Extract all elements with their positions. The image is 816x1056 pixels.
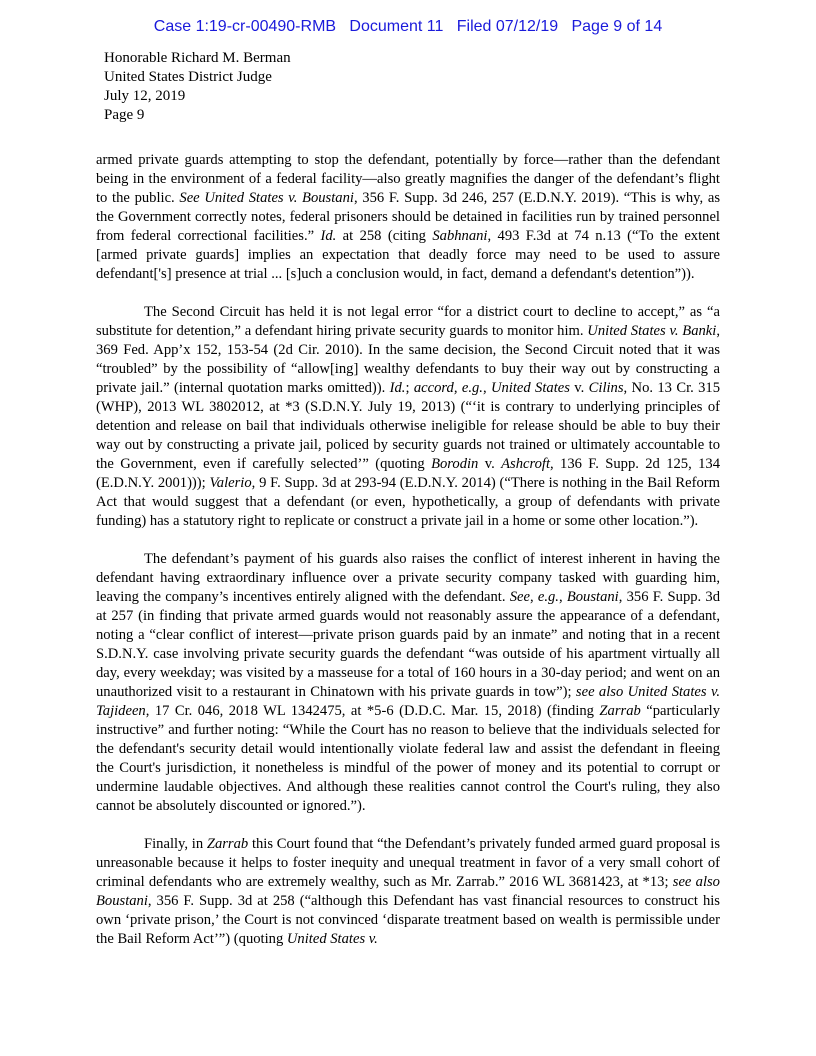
document-number: Document 11: [349, 18, 444, 35]
paragraph-text: , No. 13 Cr. 315 (WHP), 2013 WL 3802012, at *3 (S.D.N.Y. July 19, 2013) (“‘it is contrary to underlying principles of detention and release on bail that individuals otherwise ineligible for release should be able to buy their way out by constructing a private jail, policed by security guards not trained or ultimately accountable to the Government, even if carefully selected’” (quoting: [96, 380, 721, 472]
paragraph-text: , 356 F. Supp. 3d 246, 257 (E.D.N.Y. 2019). “This is why, as the Government correctly notes, federal prisoners should be detained in facilities run by trained personnel from federal correctional facilities.”: [96, 190, 721, 244]
letter-body: [96, 151, 720, 949]
citation-italic: Zarrab: [206, 836, 249, 852]
citation-italic: See: [509, 589, 530, 605]
citation-italic: Cilins: [588, 380, 624, 396]
citation-italic: Ashcroft: [501, 456, 551, 472]
citation-italic: United States v.: [286, 931, 378, 947]
paragraph-text: Finally, in: [144, 836, 207, 852]
letter-page-number: Page 9: [104, 107, 145, 123]
citation-italic: Id.: [389, 380, 406, 396]
letter-addressee-block: [104, 49, 291, 125]
paragraph-text: ,: [529, 589, 538, 605]
paragraph-text: , 136 F. Supp. 2d 125, 134 (E.D.N.Y. 2001)));: [96, 456, 720, 491]
citation-italic: United States: [490, 380, 570, 396]
paragraph-text: The defendant’s payment of his guards also raises the conflict of interest inherent in having the defendant having extraordinary influence over a private security company tasked with guarding him, leaving the company’s incentives entirely aligned with the defendant.: [96, 551, 720, 605]
paragraph-text: ,: [558, 589, 567, 605]
paragraph-text: The Second Circuit has held it is not legal error “for a district court to decline to accept,” as “a substitute for detention,” a defendant hiring private security guards to monitor him.: [96, 304, 720, 339]
paragraph-text: , 369 Fed. App’x 152, 153-54 (2d Cir. 2010). In the same decision, the Second Circuit noted that it was “troubled” by the possibility of “allow[ing] wealthy defendants to buy their way out by constructing a private jail.” (internal quotation marks omitted)).: [96, 323, 720, 396]
citation-italic: Borodin: [431, 456, 479, 472]
citation-italic: Boustani: [566, 589, 619, 605]
addressee-name: Honorable Richard M. Berman: [104, 50, 291, 66]
letter-date: July 12, 2019: [104, 88, 186, 104]
body-paragraph: [96, 303, 720, 531]
paragraph-text: ,: [482, 380, 491, 396]
paragraph-text: , 493 F.3d at 74 n.13 (“To the extent [armed private guards] implies an expectation that deadly force may need to be used to assure defendant['s] presence at trial ... [s]uch a conclusion would, in fact, demand a defendant's detention”)).: [96, 228, 720, 282]
page-indicator: Page 9 of 14: [571, 18, 663, 35]
paragraph-text: v.: [569, 380, 589, 396]
paragraph-text: at 258 (citing: [336, 228, 433, 244]
body-paragraph: [96, 151, 720, 284]
paragraph-text: ;: [405, 380, 414, 396]
ecf-filing-header: [0, 18, 816, 36]
citation-italic: See United States v. Boustani: [179, 190, 354, 206]
paragraph-text: , 356 F. Supp. 3d at 257 (in finding that private armed guards would not reasonably assure the appearance of a defendant, noting a “clear conflict of interest—private prison guards paid by an inmate” and noting that in a recent S.D.N.Y. case involving private security guards the defendant “was outside of his apartment virtually all day, every weekday; was visited by a masseuse for a total of 160 hours in a 30-day period; and went on an unauthorized visit to a restaurant in Chinatown with his private guards in tow”);: [96, 589, 721, 700]
filed-date: Filed 07/12/19: [456, 18, 559, 35]
citation-italic: see also United States v. Tajideen: [96, 684, 720, 719]
citation-italic: accord, e.g.: [413, 380, 483, 396]
paragraph-text: , 17 Cr. 046, 2018 WL 1342475, at *5-6 (D.D.C. Mar. 15, 2018) (finding: [145, 703, 600, 719]
body-paragraph: [96, 550, 720, 816]
paragraph-text: , 356 F. Supp. 3d at 258 (“although this Defendant has vast financial resources to construct his own ‘private prison,’ the Court is not convinced ‘disparate treatment based on wealth is permissible under the Bail Reform Act’”) (quoting: [96, 893, 720, 947]
citation-italic: Zarrab: [599, 703, 641, 719]
paragraph-text: “particularly instructive” and further noting: “While the Court has no reason to believe that the individuals selected for the defendant's security detail would intentionally violate federal law and assist the defendant in fleeing the Court's jurisdiction, it nonetheless is mindful of the power of money and its potential to corrupt or undermine laudable objectives. And although these realities cannot control the Court's ruling, they also cannot be absolutely discounted or ignored.”).: [96, 703, 720, 814]
paragraph-text: armed private guards attempting to stop the defendant, potentially by force—rather than the defendant being in the environment of a federal facility—also greatly magnifies the danger of the defendant’s flight to the public.: [96, 152, 720, 206]
citation-italic: Sabhnani: [432, 228, 488, 244]
body-paragraph: [96, 835, 720, 949]
citation-italic: United States v. Banki: [587, 323, 717, 339]
citation-italic: Valerio: [209, 475, 252, 491]
case-number: Case 1:19-cr-00490-RMB: [153, 18, 337, 35]
paragraph-text: v.: [478, 456, 502, 472]
paragraph-text: , 9 F. Supp. 3d at 293-94 (E.D.N.Y. 2014) (“There is nothing in the Bail Reform Act that would suggest that a defendant (or even, hypothetically, a group of defendants with private funding) has a statutory right to replicate or construct a private jail in a home or some other location.”).: [96, 475, 720, 529]
addressee-title: United States District Judge: [104, 69, 272, 85]
paragraph-text: this Court found that “the Defendant’s privately funded armed guard proposal is unreasonable because it helps to foster inequity and unequal treatment in favor of a very small cohort of criminal defendants who are extremely wealthy, such as Mr. Zarrab.” 2016 WL 3681423, at *13;: [96, 836, 720, 890]
citation-italic: e.g.: [537, 589, 559, 605]
citation-italic: see also Boustani: [96, 874, 720, 909]
citation-italic: Id.: [320, 228, 337, 244]
